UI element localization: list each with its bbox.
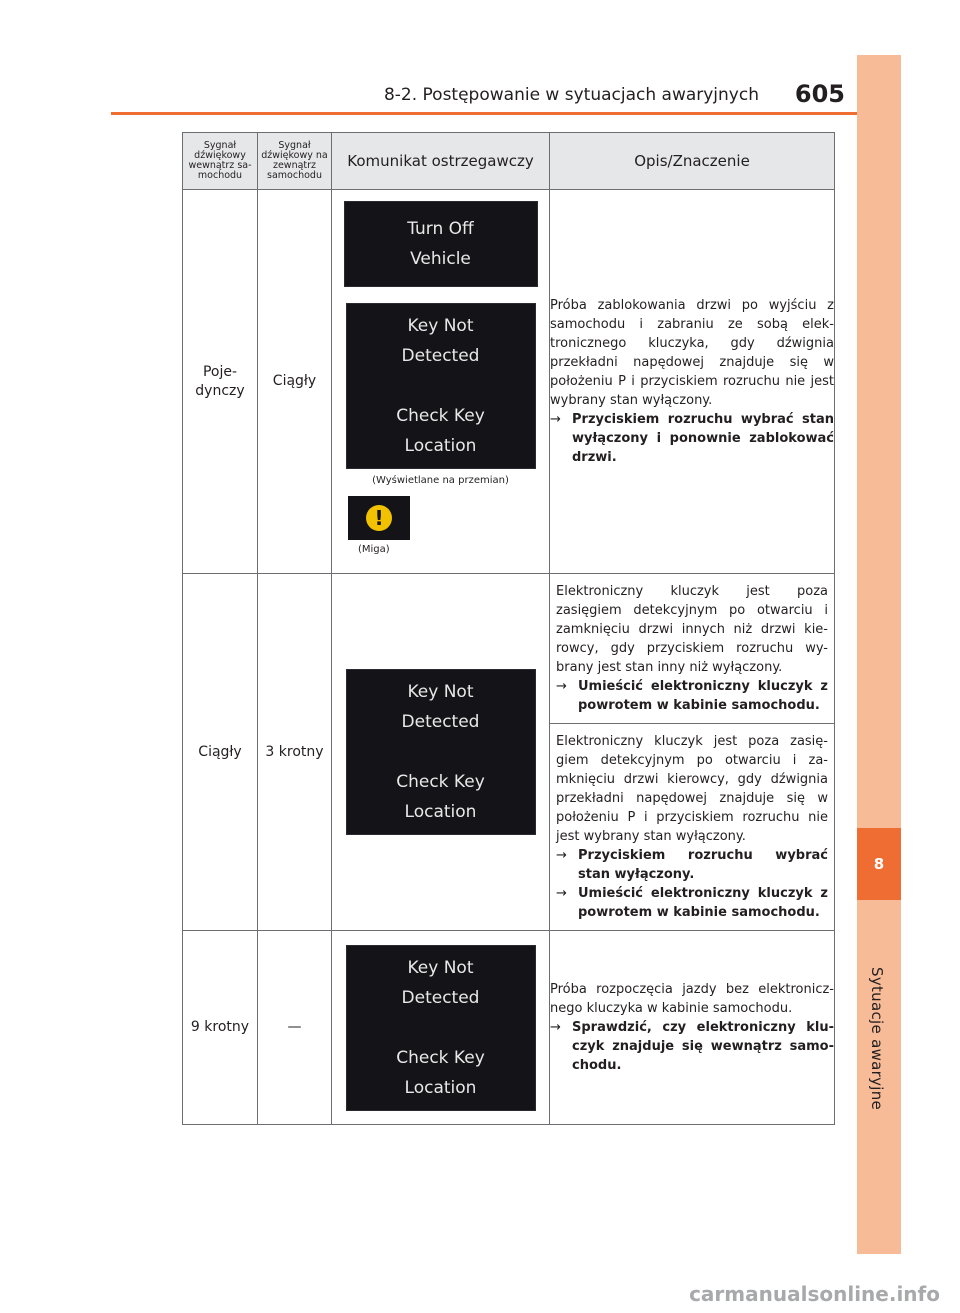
display-key-not-detected: Key Not Detected Check Key Location <box>346 669 536 835</box>
cell-inside: 9 krotny <box>183 931 258 1125</box>
cell-description <box>550 574 835 931</box>
cell-inside: Poje-dynczy <box>183 190 258 574</box>
display-key-not-detected: Key Not Detected Check Key Location <box>346 945 536 1111</box>
action-line: → Umieścić elektroniczny kluczyk z powrotem w kabinie samochodu. <box>556 886 828 920</box>
cell-description <box>550 931 835 1125</box>
action-line: → Sprawdzić, czy elektroniczny klu-czyk znajduje się wewnątrz samo-chodu. <box>550 1020 834 1073</box>
arrow-icon: → <box>550 412 561 427</box>
warning-light <box>348 496 410 540</box>
arrow-icon: → <box>550 1020 561 1035</box>
header-rule <box>111 112 857 115</box>
header-description: Opis/Znaczenie <box>550 133 835 190</box>
section-title: 8-2. Postępowanie w sytuacjach awaryjnych <box>383 85 759 105</box>
table-header-row <box>183 133 835 190</box>
cell-message <box>332 931 550 1125</box>
watermark: carmanualsonline.info <box>689 1282 940 1306</box>
arrow-icon: → <box>556 679 567 694</box>
chapter-label: Sytuacje awaryjne <box>868 967 886 1111</box>
table-row <box>183 190 835 574</box>
description-text: Elektroniczny kluczyk jest poza zasię-giem detekcyjnym po otwarciu i za-mknięciu drzwi kierowcy, gdy dźwignia przekładni napędowej znajduje się w położeniu P i przyciskiem rozruchu nie jest wybrany stan wyłączony. <box>556 734 828 844</box>
chapter-number: 8 <box>857 828 901 900</box>
cell-message <box>332 190 550 574</box>
description-text: Próba zablokowania drzwi po wyjściu z samochodu i zabraniu ze sobą elek-tronicznego kluczyka, gdy dźwignia przekładni napędowej znajduje się w położeniu P i przyciskiem rozruchu nie jest wybrany stan wyłączony. <box>550 298 834 408</box>
description-block <box>550 574 834 723</box>
action-line: → Umieścić elektroniczny kluczyk z powrotem w kabinie samochodu. <box>556 679 828 713</box>
table-row <box>183 931 835 1125</box>
cell-outside: 3 krotny <box>258 574 332 931</box>
description-text: Elektroniczny kluczyk jest poza zasięgiem detekcyjnym po otwarciu i zamknięciu drzwi innych niż drzwi kie-rowcy, gdy przyciskiem rozruchu wy-brany jest stan inny niż wyłączony. <box>556 584 828 675</box>
display-key-not-detected: Key Not Detected Check Key Location <box>346 303 536 469</box>
caption-alternating: (Wyświetlane na przemian) <box>372 474 509 486</box>
caption-blinking: (Miga) <box>358 543 390 555</box>
cell-inside: Ciągły <box>183 574 258 931</box>
cell-outside: Ciągły <box>258 190 332 574</box>
display-turn-off: Turn Off Vehicle <box>344 201 538 287</box>
cell-message <box>332 574 550 931</box>
table-row <box>183 574 835 931</box>
cell-outside: — <box>258 931 332 1125</box>
page-number: 605 <box>794 80 845 108</box>
arrow-icon: → <box>556 886 567 901</box>
warning-table <box>182 132 835 1125</box>
action-line: → Przyciskiem rozruchu wybrać stan wyłączony i ponownie zablokować drzwi. <box>550 412 834 465</box>
header-inside-buzzer: Sygnał dźwiękowy wewnątrz sa-mochodu <box>183 133 258 190</box>
description-block <box>550 723 834 930</box>
cell-description <box>550 190 835 574</box>
chapter-side-tab <box>857 55 901 1254</box>
header-message: Komunikat ostrzegawczy <box>332 133 550 190</box>
exclamation-icon: ! <box>366 505 392 531</box>
arrow-icon: → <box>556 848 567 863</box>
description-text: Próba rozpoczęcia jazdy bez elektronicz-nego kluczyka w kabinie samochodu. <box>550 982 834 1016</box>
action-line: → Przyciskiem rozruchu wybrać stan wyłączony. <box>556 848 828 882</box>
header-outside-buzzer: Sygnał dźwiękowy na zewnątrz samochodu <box>258 133 332 190</box>
